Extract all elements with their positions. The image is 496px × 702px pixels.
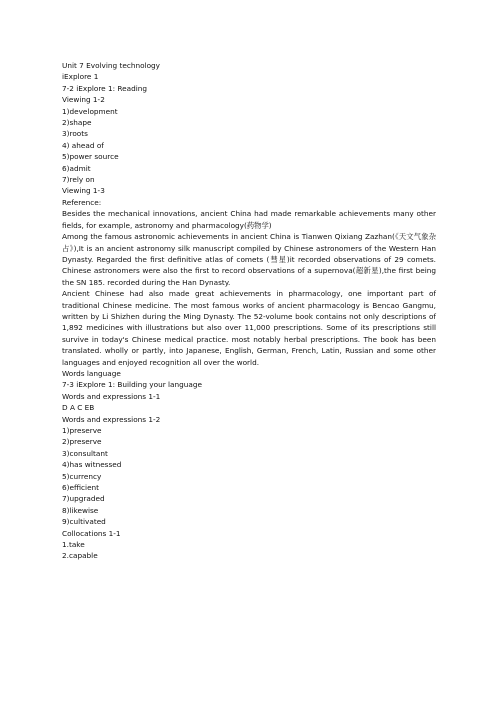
exercise-title: Viewing 1-2 [62,95,105,105]
answer-item: 2)preserve [62,437,102,447]
answer-item: 3)roots [62,129,88,139]
answer-item: 7)rely on [62,175,95,185]
answer-item: 8)likewise [62,505,99,515]
answer-item: 5)currency [62,471,102,481]
section-title: iExplore 1 [62,72,99,82]
document-page [62,60,436,562]
section-title: 7-2 iExplore 1: Reading [62,83,148,93]
section-title: 7-3 iExplore 1: Building your language [62,380,203,390]
answer-item: 4)has witnessed [62,460,122,470]
answer-item: 4) ahead of [62,140,104,150]
reference-label: Reference: [62,197,102,207]
exercise-title: Collocations 1-1 [62,528,121,538]
exercise-title: Words and expressions 1-1 [62,391,161,401]
answer-item: 3)consultant [62,448,108,458]
answer-item: 7)upgraded [62,494,105,504]
section-title: Words language [62,368,121,378]
answer-item: 2)shape [62,118,92,128]
answer-item: 1.take [62,540,85,550]
reference-paragraph: Among the famous astronomic achievements in ancient China is Tianwen Qixiang Zazhan(《天文气象杂占》),It is an ancient astronomy silk manuscript compiled by Chinese astronomers of the Western Han Dynasty. Regarded the first definitive atlas of comets (彗星)it recorded observations of 29 comets. Chinese astronomers were also the first to record observations of a supernova(超新星),the first being the SN 185. recorded during the Han Dynasty. [62,232,436,287]
exercise-title: Words and expressions 1-2 [62,414,161,424]
answer-item: 6)admit [62,163,91,173]
answer-item: 6)efficient [62,483,100,493]
answer-item: 2.capable [62,551,98,561]
answer-item: 1)preserve [62,426,102,435]
reference-paragraph: Besides the mechanical innovations, ancient China had made remarkable achievements many other fields, for example, astronomy and pharmacology(药物学) [62,209,436,230]
answer-item: D A C EB [62,403,95,413]
answer-item: 5)power source [62,152,119,162]
reference-paragraph: Ancient Chinese had also made great achievements in pharmacology, one important part of traditional Chinese medicine. The most famous works of ancient pharmacology is Bencao Gangmu, written by Li Shizhen during the Ming Dynasty. The 52-volume book contains not only descriptions of 1,892 medicines with illustrations but also over 11,000 prescriptions. Some of its prescriptions still survive in today's Chinese medical practice. most notably herbal prescriptions. The book has been translated. wholly or partly, into Japanese, English, German, French, Latin, Russian and some other languages and enjoyed recognition all over the world. [62,289,436,367]
answer-item: 9)cultivated [62,517,106,527]
unit-heading: Unit 7 Evolving technology [62,61,160,70]
exercise-title: Viewing 1-3 [62,186,105,196]
answer-item: 1)development [62,106,118,116]
